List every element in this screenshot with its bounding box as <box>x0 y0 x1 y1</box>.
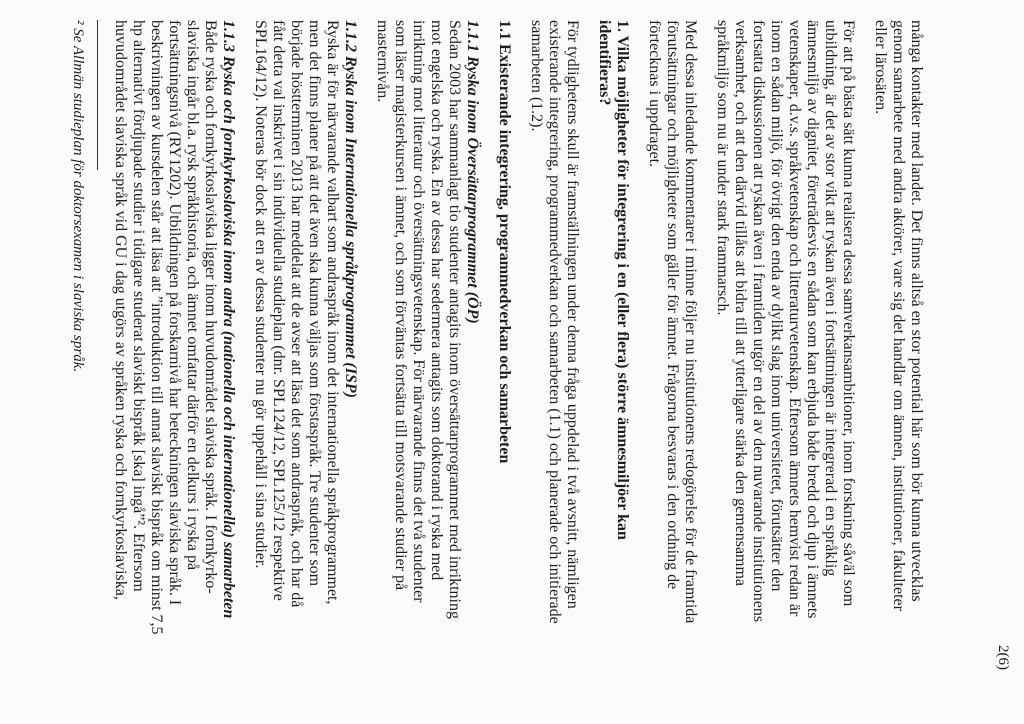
text-line: språkmiljö som nu är under stark frammarsch. <box>714 20 731 316</box>
heading-line: 1. Vilka möjligheter för integrering i en (eller flera) större ämnesmiljöer kan <box>614 20 631 540</box>
question-1-paragraph <box>527 20 581 710</box>
text-line: ämnesmiljö av dignitet, företrädesvis en sådan som kan erbjuda både bredd och djup i ämnets <box>804 20 821 619</box>
text-line: förtecknas i uppdraget. <box>646 20 663 168</box>
section-1-1-heading <box>495 20 513 710</box>
text-line: För tydlighetens skull är framställningen under denna fråga uppdelad i två avsnitt, nämligen <box>564 20 581 609</box>
text-line: existerande integrering, programmedverkan och samarbeten (1.1) och planerade och initierade <box>546 20 563 624</box>
text-line: fortsatta diskussionen att ryskan även i framtiden utgör en del av den nuvarande institutionens <box>750 20 767 623</box>
text-line: verksamhet, och att den därvid tillåts att bidra till att ytterligare stärka den gemensamma <box>732 20 749 587</box>
text-line: huvudområdet slaviska språk vid GU i dag utgörs av språken ryska och fornkyrkoslaviska, <box>112 20 129 600</box>
question-1-heading <box>595 20 631 710</box>
intro-paragraph-3 <box>645 20 699 710</box>
text-line: hp alternativt fördjupade studier i tidigare studerat slaviskt bispråk [ska] ingå”². Eftersom <box>130 20 147 592</box>
text-line: genom samarbete med andra aktörer, vare sig det handlar om ämnen, institutioner, fakulteter <box>890 20 907 611</box>
text-line: mot engelska och ryska. En av dessa har sedermera antagits som doktorand i ryska med <box>428 20 445 581</box>
heading-line: 1.1 Existerande integrering, programmedverkan och samarbeten <box>496 20 513 464</box>
text-line: inom en sådan miljö, för övrigt den enda av dylikt slag inom universitetet, förutsätter den <box>768 20 785 592</box>
heading-line: identifieras? <box>596 20 613 106</box>
text-line: Ryska är för närvarande valbart som andraspråk inom det internationella språkprogrammet, <box>324 20 341 605</box>
text-line: många kontakter med landet. Det finns alltså en stor potential här som bör kunna utvecklas <box>908 20 925 602</box>
intro-paragraph-2 <box>713 20 857 710</box>
subsection-heading: 1.1.1 Ryska inom Översättarprogrammet (ÖP) <box>464 20 481 324</box>
text-line: För att på bästa sätt kunna realisera dessa samverkansambitioner, inom forskning såväl som <box>840 20 857 607</box>
footnote-text: Se Allmän studieplan för doktorsexamen i slaviska språk. <box>70 28 86 373</box>
text-line: förutsättningar och möjligheter som gäller för ämnet. Frågorna besvaras i den ordning de <box>664 20 681 590</box>
subsection-1-1-1 <box>373 20 481 710</box>
text-line: Sedan 2003 har sammanlagt tio studenter antagits inom översättarprogrammet med inriktning <box>446 20 463 619</box>
text-line: vetenskaper, d.v.s. språkvetenskap och litteraturvetenskap. Eftersom ämnets hemvist redan är <box>786 20 803 617</box>
text-line: började höstterminen 2013 har meddelat att de avser att läsa det som andraspråk, och har då <box>288 20 305 608</box>
text-line: slaviska ingår bl.a. rysk språkhistoria, och ämnet omfattar därför en delkurs i ryska på <box>184 20 201 571</box>
document-body <box>97 20 925 710</box>
text-line: samarbeten (1.2). <box>528 20 545 132</box>
subsection-1-1-3 <box>111 20 237 710</box>
text-line: Både ryska och fornkyrkoslaviska ligger inom huvudområdet slaviska språk. I fornkyrko- <box>202 20 219 594</box>
text-line: SPL164/12). Noteras bör dock att en av dessa studenter nu gör uppehåll i sina studier. <box>252 20 269 569</box>
subsection-heading: 1.1.3 Ryska och fornkyrkoslaviska inom andra (nationella och internationella) samarbeten <box>220 20 237 619</box>
text-line: som läser magisterkursen i ämnet, och som förväntas fortsätta till motsvarande studier på <box>392 20 409 591</box>
subsection-heading: 1.1.2 Ryska inom Internationella språkprogrammet (ISP) <box>342 20 359 398</box>
subsection-1-1-2 <box>251 20 359 710</box>
text-line: utbildning, är det av stor vikt att ryskan även i fortsättningen är integrerad i en språklig <box>822 20 839 577</box>
text-line: eller lärosäten. <box>872 20 889 115</box>
footnote-separator <box>97 20 98 170</box>
text-line: inriktning mot litteratur och översättningsvetenskap. För närvarande finns det två studenter <box>410 20 427 603</box>
footnote-marker: ² <box>70 20 86 25</box>
intro-paragraph-1 <box>871 20 925 710</box>
page-number: 2(6) <box>995 645 1011 670</box>
text-line: men det finns planer på att det även ska kunna väljas som förstaspråk. Tre studenter som <box>306 20 323 587</box>
text-line: Med dessa inledande kommentarer i minne följer nu institutionens redogörelse för de framtida <box>682 20 699 624</box>
text-line: beskrivningen av kursdelen står att läsa att ”introduktion till annat slaviskt bispråk om minst 7,5 <box>148 20 165 635</box>
text-line: masternivån. <box>374 20 391 103</box>
text-line: fortsättningsnivå (RY1202). Utbildningen på forskarnivå har beteckningen slaviska språk. I <box>166 20 183 606</box>
text-line: fått detta val inskrivet i sin individuella studieplan (dnr. SPL124/12, SPL125/12 respektive <box>270 20 287 601</box>
footnote <box>69 20 87 372</box>
